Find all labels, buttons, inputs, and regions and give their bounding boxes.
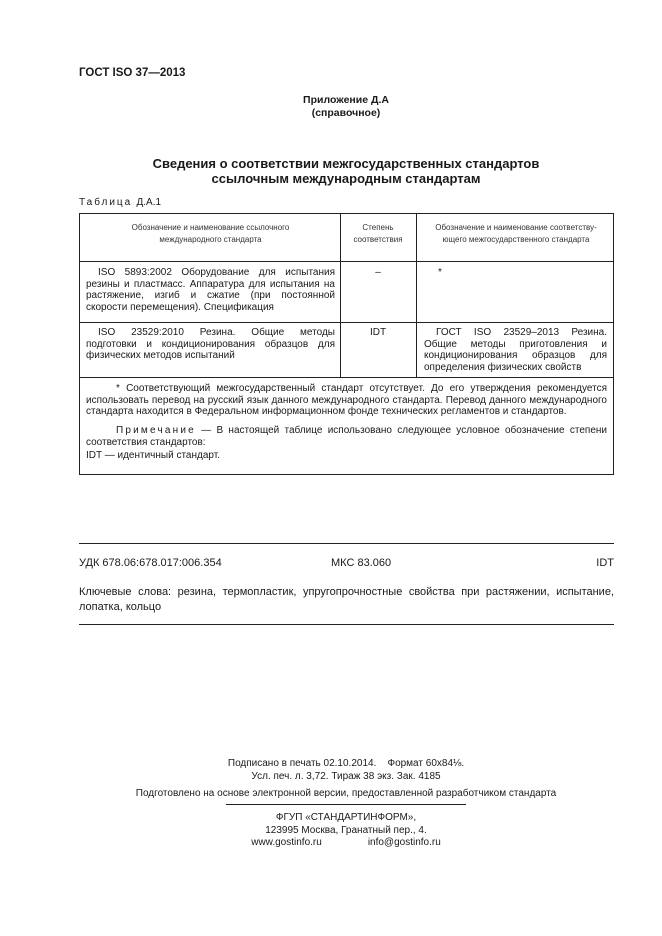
publisher-contacts	[0, 837, 662, 850]
rule-top	[79, 543, 614, 544]
column-header-text: Степень	[362, 223, 394, 232]
table-note	[86, 425, 607, 448]
column-header-reference	[88, 222, 333, 246]
column-header-text: международного стандарта	[159, 235, 262, 244]
signed-line: Подписано в печать 02.10.2014. Формат 60x84⅛.	[227, 758, 465, 769]
column-header-degree	[342, 222, 414, 246]
section-title-line1: Сведения о соответствии межгосударственных стандартов	[152, 156, 540, 171]
table-rule	[80, 322, 613, 323]
correspondence-table	[79, 213, 614, 475]
column-header-text: Обозначение и наименование соответству-	[435, 223, 597, 232]
document-header: ГОСТ ISO 37—2013	[79, 67, 186, 79]
print-sheets-line: Усл. печ. л. 3,72. Тираж 38 экз. Зак. 4185	[251, 770, 441, 782]
section-title	[0, 156, 662, 186]
note-label: Примечание	[116, 425, 196, 436]
prepared-note: Подготовлено на основе электронной версии, предоставленной разработчиком стандарта	[135, 788, 557, 799]
degree-code: IDT	[596, 557, 614, 569]
table-cell-national: *	[438, 267, 442, 278]
publisher-name: ФГУП «СТАНДАРТИНФОРМ»,	[275, 812, 417, 823]
column-header-text: соответствия	[353, 235, 403, 244]
table-rule	[80, 261, 613, 262]
website-link[interactable]: www.gostinfo.ru	[251, 837, 322, 848]
column-header-text: Обозначение и наименование ссылочного	[131, 223, 290, 232]
table-label-number: Д.А.1	[136, 197, 162, 208]
table-divider	[340, 214, 341, 377]
table-cell-degree: IDT	[369, 327, 387, 338]
publisher-block	[0, 812, 662, 850]
table-label	[79, 197, 161, 208]
table-label-word: Таблица	[79, 197, 133, 208]
mks-code: МКС 83.060	[331, 557, 392, 569]
section-title-line2: ссылочным международным стандартам	[211, 171, 481, 186]
table-footnote: * Соответствующий межгосударственный стандарт отсутствует. До его утверждения рекомендуется использовать перевод на русский язык данного международного стандарта. Перевод данного международного стандарта находится в Федеральном информационном фонде технических регламентов и стандартов.	[86, 383, 607, 418]
annex-title: Приложение Д.А	[303, 94, 389, 106]
table-cell-national: ГОСТ ISO 23529–2013 Резина. Общие методы приготовления и кондиционирования образцов для определения физических свойств	[424, 327, 607, 373]
keywords: Ключевые слова: резина, термопластик, упругопрочностные свойства при растяжении, испытание, лопатка, кольцо	[79, 586, 614, 613]
email-link[interactable]: info@gostinfo.ru	[367, 837, 441, 848]
table-cell-reference: ISO 23529:2010 Резина. Общие методы подготовки и кондиционирования образцов для физических методов испытаний	[86, 327, 335, 362]
rule-bottom	[79, 624, 614, 625]
table-cell-degree: –	[375, 267, 381, 278]
note-idt: IDT — идентичный стандарт.	[86, 450, 220, 461]
table-divider	[416, 214, 417, 377]
note-text: — В настоящей таблице использовано следующее условное обозначение степени соответствия стандартов:	[86, 425, 607, 448]
annex-heading	[0, 94, 662, 120]
annex-subtitle: (справочное)	[311, 107, 381, 119]
udk-code: УДК 678.06:678.017:006.354	[79, 557, 222, 569]
publisher-address: 123995 Москва, Гранатный пер., 4.	[265, 824, 427, 836]
table-rule	[80, 377, 613, 378]
column-header-national	[420, 222, 612, 246]
table-cell-reference: ISO 5893:2002 Оборудование для испытания резины и пластмасс. Аппаратура для испытания на растяжение, изгиб и сжатие (при постоянной скорости перемещения). Спецификация	[86, 267, 335, 313]
column-header-text: ющего межгосударственного стандарта	[442, 235, 590, 244]
imprint-signed	[0, 758, 662, 783]
rule-short	[226, 804, 466, 805]
